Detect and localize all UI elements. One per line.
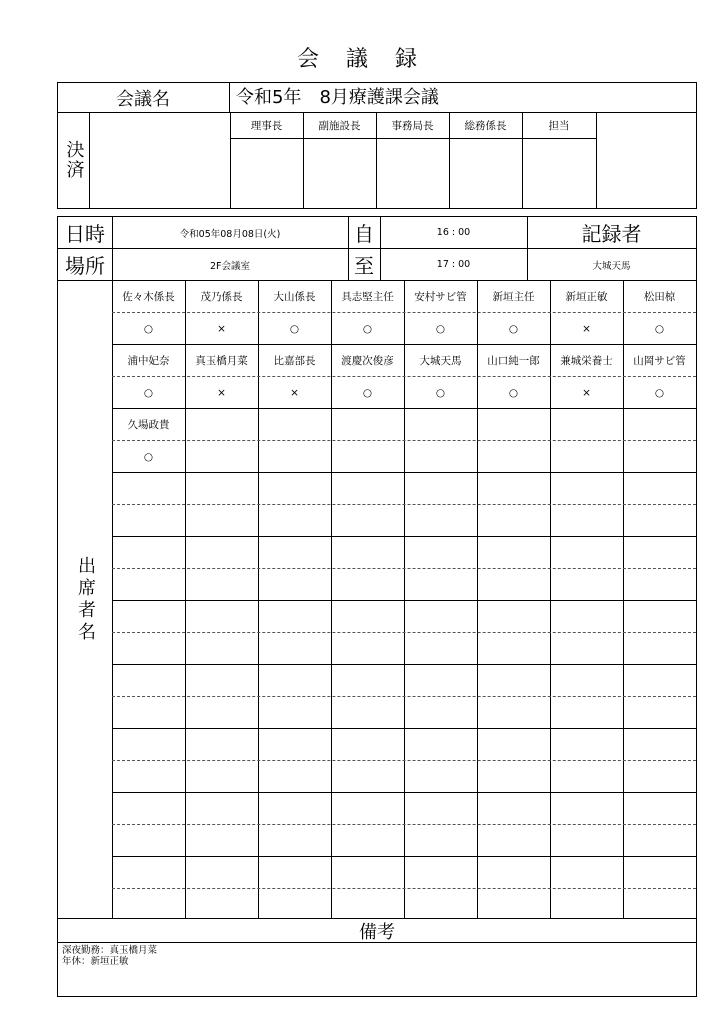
to-time: 17 : 00 [436, 259, 471, 270]
attendance-mark: ○ [508, 386, 519, 399]
approval-role-vice-director: 副施設長 [318, 120, 361, 132]
page-title: 会 議 録 [297, 46, 427, 72]
attendance-mark: ○ [654, 386, 665, 399]
approval-role-chairman: 理事長 [250, 120, 283, 132]
attendees-label: 出席者名 [75, 556, 96, 644]
attendee-name: 真玉橋月菜 [195, 355, 248, 367]
attendee-name: 新垣主任 [492, 291, 535, 303]
from-time: 16 : 00 [436, 227, 471, 238]
attendance-mark: ○ [435, 386, 446, 399]
attendee-name: 兼城栄養士 [560, 355, 613, 367]
attendance-mark: ○ [289, 322, 300, 335]
approval-role-secretary-general: 事務局長 [391, 120, 434, 132]
attendance-mark: × [582, 386, 591, 399]
attendance-mark: × [217, 386, 226, 399]
attendee-name: 安村サビ管 [414, 291, 467, 303]
approval-label: 決済 [63, 140, 85, 180]
date-label: 日時 [65, 222, 105, 246]
attendee-name: 渡慶次俊彦 [341, 355, 394, 367]
remarks-line: 深夜勤務：真玉橋月菜 [62, 945, 158, 956]
attendee-name: 大城天馬 [419, 355, 462, 367]
attendance-mark: ○ [435, 322, 446, 335]
attendee-name: 久場政貴 [127, 419, 170, 431]
attendance-mark: ○ [362, 386, 373, 399]
attendance-mark: ○ [143, 322, 154, 335]
attendance-mark: × [217, 322, 226, 335]
attendance-mark: ○ [362, 322, 373, 335]
remarks-label: 備考 [359, 921, 395, 943]
meeting-name-value: 令和5年 8月療護課会議 [236, 87, 439, 108]
recorder-value: 大城天馬 [592, 260, 631, 272]
attendee-name: 山岡サビ管 [633, 355, 686, 367]
remarks-line: 年休：新垣正敏 [62, 956, 129, 967]
date-value: 令和05年08月08日(火) [179, 228, 281, 240]
attendance-mark: ○ [508, 322, 519, 335]
approval-role-general-affairs-chief: 総務係長 [464, 120, 507, 132]
attendance-mark: × [582, 322, 591, 335]
attendee-name: 浦中妃奈 [127, 355, 170, 367]
approval-role-person-in-charge: 担当 [548, 120, 570, 132]
meeting-name-label: 会議名 [116, 88, 170, 110]
attendee-name: 茂乃係長 [200, 291, 243, 303]
attendee-name: 大山係長 [273, 291, 316, 303]
from-label: 自 [354, 222, 374, 246]
attendee-name: 山口純一郎 [487, 355, 540, 367]
place-value: 2F会議室 [209, 260, 250, 272]
attendee-name: 佐々木係長 [122, 291, 175, 303]
attendee-name: 具志堅主任 [341, 291, 394, 303]
attendee-name: 新垣正敏 [565, 291, 608, 303]
attendance-mark: ○ [143, 450, 154, 463]
attendee-name: 比嘉部長 [273, 355, 316, 367]
place-label: 場所 [65, 254, 105, 278]
remarks-content [62, 945, 682, 967]
attendance-mark: ○ [143, 386, 154, 399]
recorder-label: 記録者 [581, 222, 642, 246]
attendance-mark: × [290, 386, 299, 399]
attendee-name: 松田椋 [643, 291, 676, 303]
attendance-mark: ○ [654, 322, 665, 335]
to-label: 至 [354, 254, 374, 278]
